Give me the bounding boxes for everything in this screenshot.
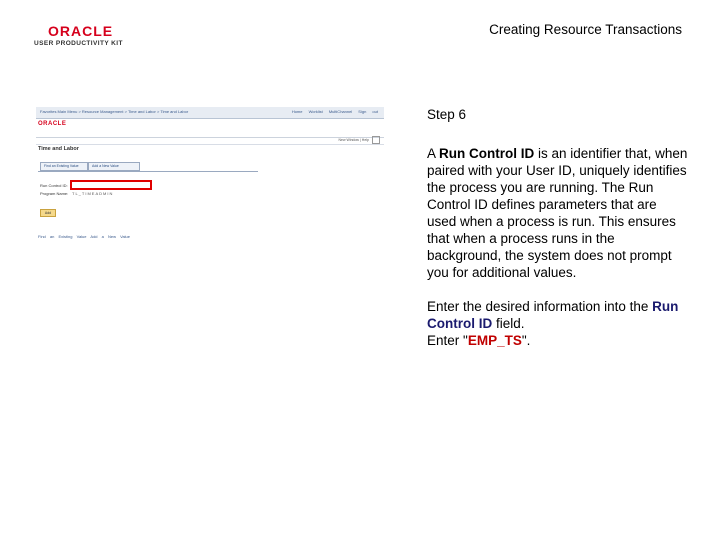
window-links-text[interactable]: New Window | Help xyxy=(338,137,370,142)
instruction-panel xyxy=(427,106,689,366)
app-brand-logo: ORACLE xyxy=(38,121,67,127)
tab-find-existing-value[interactable]: Find an Existing Value xyxy=(40,162,88,171)
tab-underline xyxy=(38,171,258,172)
breadcrumb-bar xyxy=(36,107,384,119)
intro-prefix: A xyxy=(427,146,440,161)
personalize-icon[interactable] xyxy=(372,136,380,144)
intro-paragraph xyxy=(427,145,689,281)
intro-field-name: Run Control ID xyxy=(439,146,535,161)
tab-add-new-value[interactable]: Add a New Value xyxy=(88,162,140,171)
enter-prefix: Enter " xyxy=(427,333,468,348)
add-button[interactable]: Add xyxy=(40,209,56,217)
action-suffix: field. xyxy=(492,316,525,331)
breadcrumb[interactable]: Favorites Main Menu > Resource Management > Time and Labor > Time and Labor xyxy=(40,109,189,114)
run-control-id-input[interactable] xyxy=(70,180,152,190)
app-page-title: Time and Labor xyxy=(38,146,79,152)
program-name-value: TL_TIMEADMIN xyxy=(72,191,114,196)
action-prefix: Enter the desired information into the xyxy=(427,299,653,314)
oracle-upk-logo xyxy=(34,24,130,48)
run-control-id-label: Run Control ID: xyxy=(40,183,68,188)
divider xyxy=(36,144,384,145)
logo-upk-text: USER PRODUCTIVITY KIT xyxy=(34,40,123,47)
enter-value: EMP_TS xyxy=(467,333,522,348)
action-field-name: Run Control ID xyxy=(427,299,679,331)
page-title: Creating Resource Transactions xyxy=(489,22,682,37)
enter-suffix: ". xyxy=(521,333,531,348)
step-number: Step 6 xyxy=(427,107,467,122)
bottom-links[interactable]: Find an Existing Value Add a New Value xyxy=(38,234,131,239)
intro-text: is an identifier that, when paired with your User ID, uniquely identifies the process you are running. The Run Control ID defines parameters that are used when a process is run. This ensures that when a process runs in the background, the system does not prompt you for additional values. xyxy=(427,146,688,280)
top-nav-links[interactable]: Home Worklist MultiChannel Sign out xyxy=(291,109,378,114)
action-paragraph xyxy=(427,298,689,349)
program-name-label: Program Name: xyxy=(40,191,69,196)
window-links xyxy=(339,136,380,144)
logo-oracle-text: ORACLE xyxy=(48,23,114,39)
application-screenshot xyxy=(34,105,386,255)
sub-header-bar xyxy=(36,131,384,138)
